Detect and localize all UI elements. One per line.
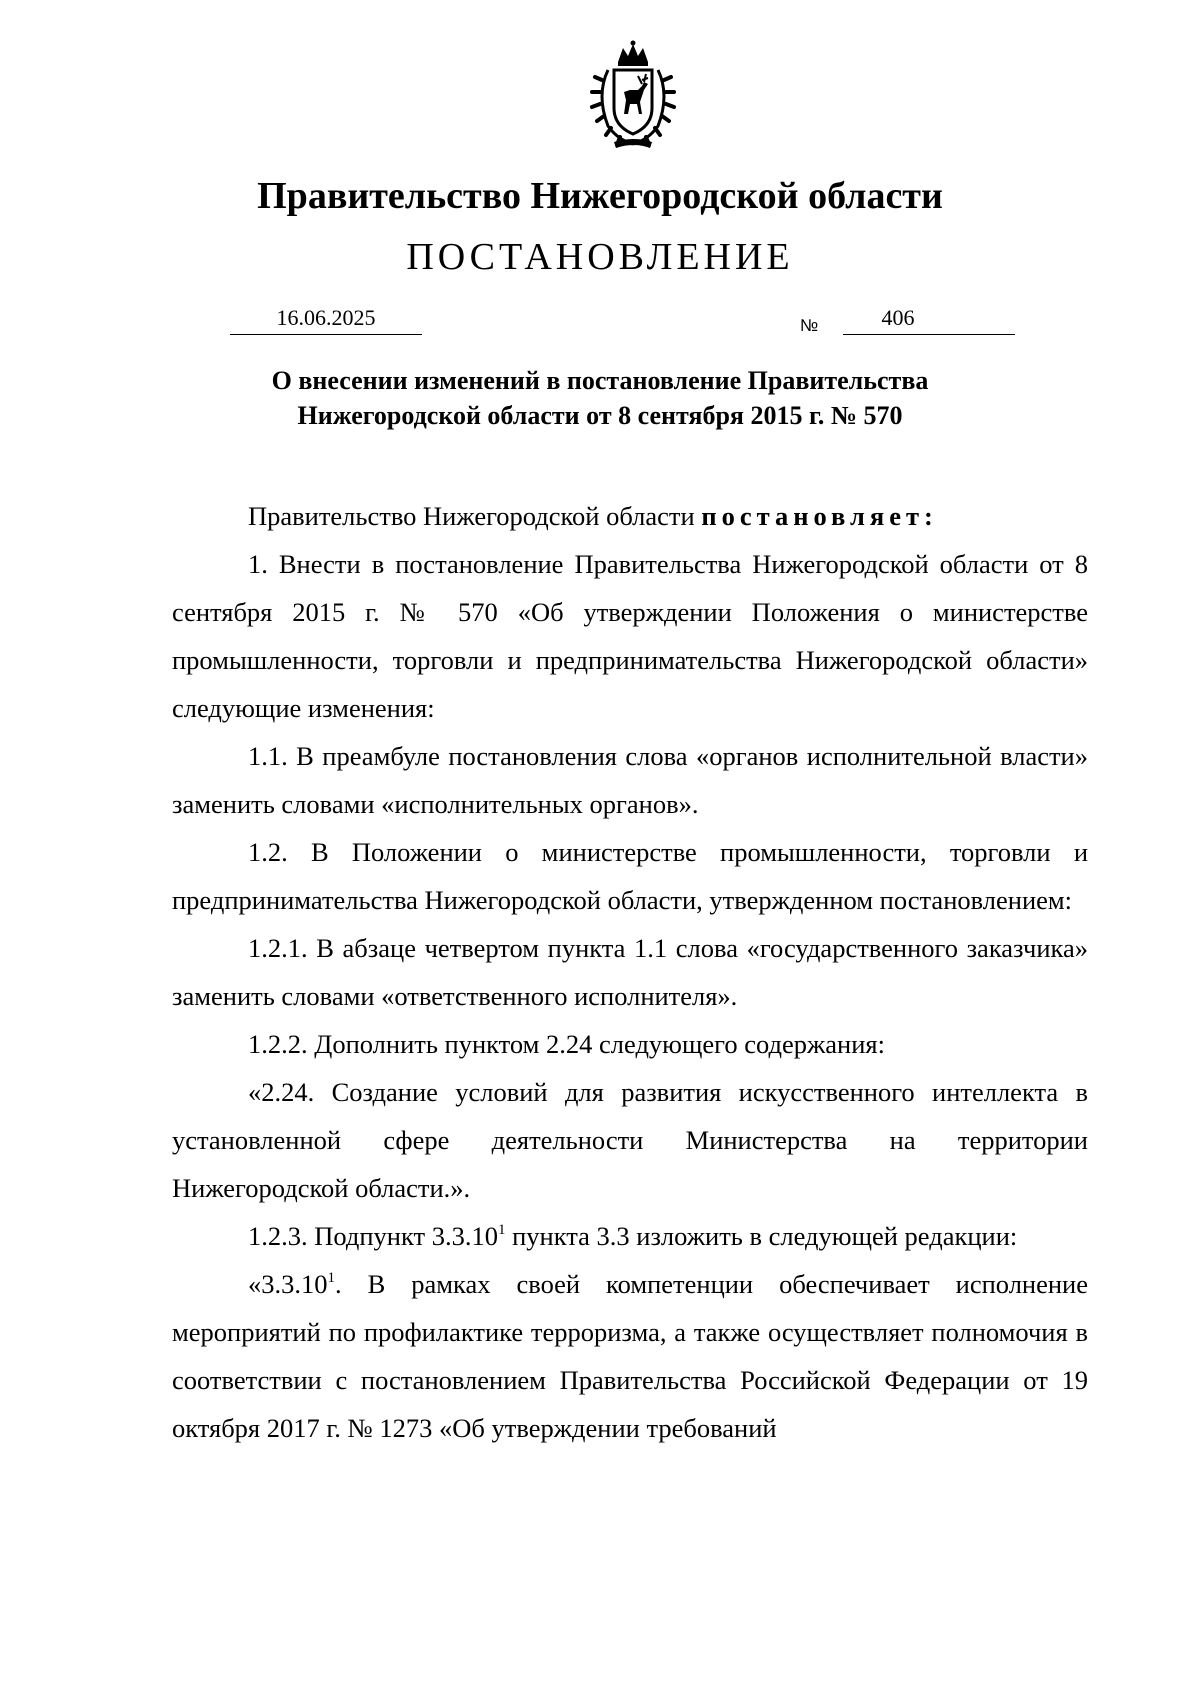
document-subject bbox=[0, 363, 1200, 433]
preamble-text: Правительство Нижегородской области bbox=[248, 501, 702, 531]
paragraph-3-3-10-1 bbox=[172, 1260, 1088, 1452]
paragraph-1-2-3-start: 1.2.3. Подпункт 3.3.10 bbox=[248, 1221, 498, 1251]
paragraph-1-2: 1.2. В Положении о министерстве промышленности, торговли и предпринимательства Нижегородской области, утвержденном постановлением: bbox=[172, 837, 1088, 915]
paragraph-3-3-10-end: . В рамках своей компетенции обеспечивает исполнение мероприятий по профилактике терроризма, а также осуществляет полномочия в соответствии с постановлением Правительства Российской Федерации от 19 октября 2017 г. № 1273 «Об утверждении требований bbox=[172, 1269, 1088, 1443]
paragraph-1: 1. Внести в постановление Правительства Нижегородской области от 8 сентября 2015 г. № 570 «Об утверждении Положения о министерстве промышленности, торговли и предпринимательства Нижегородской области» следующие изменения: bbox=[172, 549, 1088, 723]
paragraph-2-24: «2.24. Создание условий для развития искусственного интеллекта в установленной сфере деятельности Министерства на территории Нижегородской области.». bbox=[172, 1077, 1088, 1203]
paragraph-1-2-3 bbox=[172, 1212, 1088, 1260]
document-type: ПОСТАНОВЛЕНИЕ bbox=[406, 236, 794, 278]
superscript: 1 bbox=[497, 1222, 506, 1238]
document-number-line bbox=[843, 304, 1015, 335]
document-number: 406 bbox=[881, 305, 915, 330]
number-sign: № bbox=[800, 316, 819, 335]
paragraph-3-3-10-start: «3.3.10 bbox=[248, 1269, 328, 1299]
paragraph-1-2-1: 1.2.1. В абзаце четвертом пункта 1.1 слова «государственного заказчика» заменить словами «ответственного исполнителя». bbox=[172, 933, 1088, 1011]
document-body bbox=[172, 492, 1088, 1452]
coat-of-arms-icon bbox=[578, 40, 688, 150]
preamble-resolves: постановляет: bbox=[701, 501, 938, 531]
government-title: Правительство Нижегородской области bbox=[257, 175, 943, 217]
document-date: 16.06.2025 bbox=[230, 304, 422, 335]
paragraph-1-2-2: 1.2.2. Дополнить пунктом 2.24 следующего содержания: bbox=[248, 1029, 885, 1059]
subject-line-1: О внесении изменений в постановление Правительства bbox=[271, 366, 929, 395]
preamble-paragraph bbox=[172, 492, 1088, 540]
subject-line-2: Нижегородской области от 8 сентября 2015 г. № 570 bbox=[297, 401, 903, 430]
superscript: 1 bbox=[327, 1270, 335, 1286]
paragraph-1-2-3-end: пункта 3.3 изложить в следующей редакции: bbox=[505, 1221, 1018, 1251]
paragraph-1-1: 1.1. В преамбуле постановления слова «органов исполнительной власти» заменить словами «исполнительных органов». bbox=[172, 741, 1088, 819]
